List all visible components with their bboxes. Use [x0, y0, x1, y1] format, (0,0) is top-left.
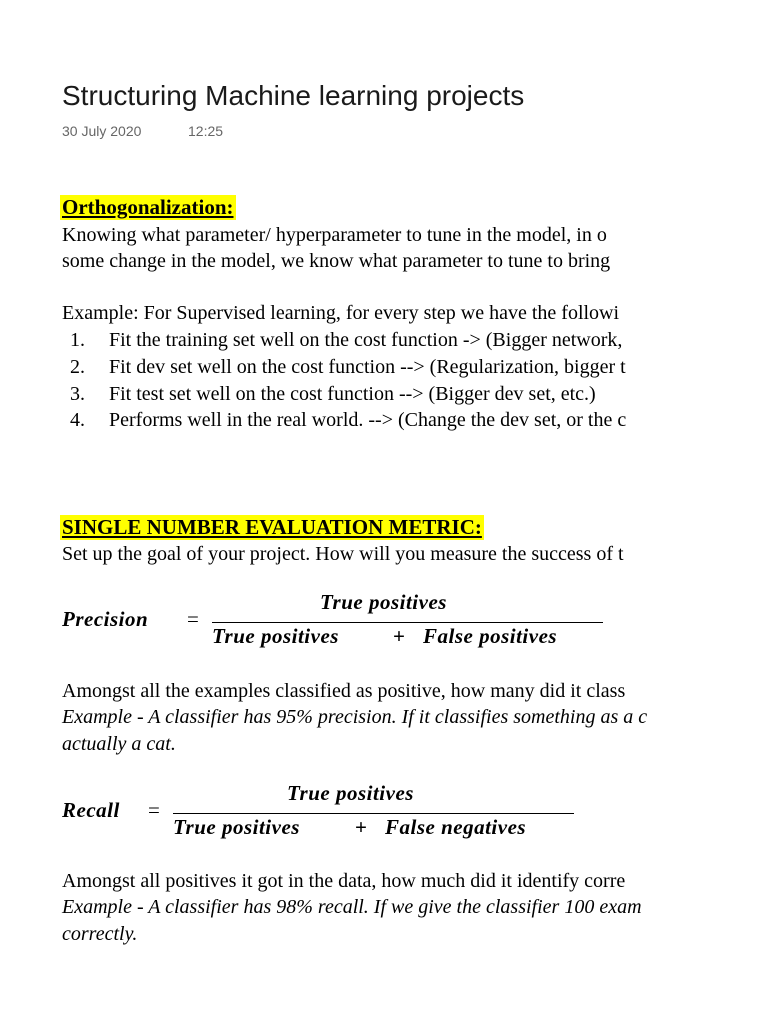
list-item-number: 2.: [70, 356, 85, 378]
precision-denominator-b: False positives: [423, 624, 558, 648]
recall-numerator: True positives: [287, 781, 414, 805]
precision-equals: =: [187, 607, 200, 631]
list-item-text: Performs well in the real world. --> (Change the dev set, or the c: [109, 409, 627, 431]
precision-example-line-2: actually a cat.: [62, 733, 176, 755]
precision-lhs: Precision: [62, 607, 149, 631]
orthogonalization-heading: Orthogonalization:: [62, 195, 234, 219]
precision-description: Amongst all the examples classified as positive, how many did it class: [62, 680, 626, 702]
list-item-text: Fit the training set well on the cost function -> (Bigger network,: [109, 329, 623, 351]
orthogonalization-paragraph-line-2: some change in the model, we know what parameter to tune to bring: [62, 250, 611, 272]
recall-plus: +: [355, 815, 368, 839]
evaluation-metric-heading: SINGLE NUMBER EVALUATION METRIC:: [62, 515, 482, 539]
page-time: 12:25: [188, 123, 224, 139]
recall-fraction-bar: [173, 813, 574, 814]
evaluation-metric-intro: Set up the goal of your project. How will you measure the success of t: [62, 543, 624, 565]
recall-description: Amongst all positives it got in the data, how much did it identify corre: [62, 870, 626, 892]
recall-equals: =: [148, 798, 161, 822]
precision-denominator-a: True positives: [212, 624, 339, 648]
recall-denominator-b: False negatives: [385, 815, 527, 839]
list-item-text: Fit dev set well on the cost function --> (Regularization, bigger t: [109, 356, 626, 378]
recall-example-line-2: correctly.: [62, 923, 138, 945]
precision-plus: +: [393, 624, 406, 648]
list-item-number: 3.: [70, 383, 85, 405]
list-item-text: Fit test set well on the cost function --> (Bigger dev set, etc.): [109, 383, 596, 405]
recall-example-line-1: Example - A classifier has 98% recall. If we give the classifier 100 exam: [62, 896, 642, 918]
recall-denominator-a: True positives: [173, 815, 300, 839]
precision-fraction-bar: [212, 622, 603, 623]
page-date: 30 July 2020: [62, 123, 142, 139]
example-intro: Example: For Supervised learning, for every step we have the followi: [62, 302, 620, 324]
orthogonalization-paragraph-line-1: Knowing what parameter/ hyperparameter to tune in the model, in o: [62, 224, 607, 246]
precision-numerator: True positives: [320, 590, 447, 614]
list-item-number: 1.: [70, 329, 85, 351]
precision-example-line-1: Example - A classifier has 95% precision. If it classifies something as a c: [62, 706, 648, 728]
recall-lhs: Recall: [62, 798, 120, 822]
page-title: Structuring Machine learning projects: [62, 80, 525, 111]
list-item-number: 4.: [70, 409, 85, 431]
